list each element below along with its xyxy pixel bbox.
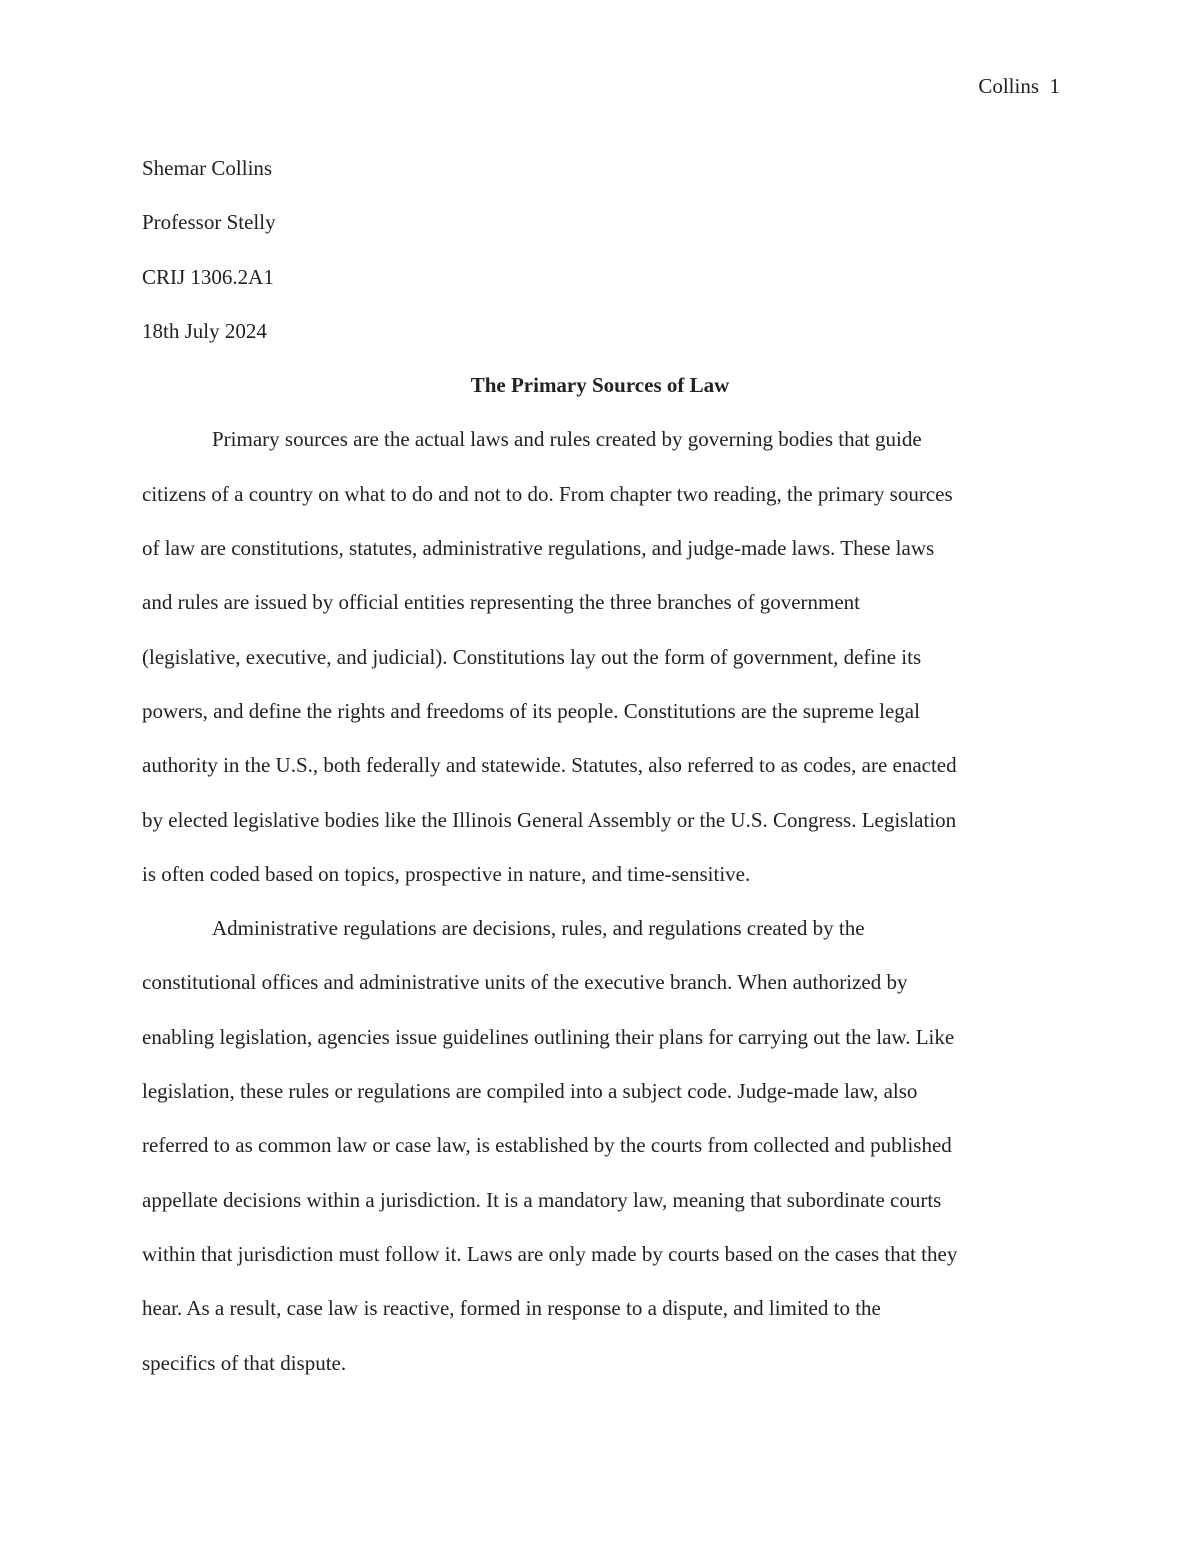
paragraph-line: referred to as common law or case law, is established by the courts from collected and published: [142, 1133, 952, 1158]
paragraph-line: and rules are issued by official entities representing the three branches of government: [142, 590, 861, 615]
paragraph-line: enabling legislation, agencies issue guidelines outlining their plans for carrying out the law. Like: [142, 1024, 955, 1049]
paragraph-line: citizens of a country on what to do and not to do. From chapter two reading, the primary sources: [142, 481, 953, 506]
paragraph-line: by elected legislative bodies like the Illinois General Assembly or the U.S. Congress. Legislation: [142, 807, 957, 832]
running-head: [978, 72, 1060, 100]
paragraph-line: Administrative regulations are decisions, rules, and regulations created by the: [212, 916, 865, 941]
body-paragraph-1: [142, 412, 1058, 901]
running-head-surname: Collins: [978, 74, 1039, 98]
paragraph-line: is often coded based on topics, prospective in nature, and time-sensitive.: [142, 861, 751, 886]
paragraph-line: within that jurisdiction must follow it. Laws are only made by courts based on the cases that they: [142, 1241, 958, 1266]
paragraph-line: legislation, these rules or regulations are compiled into a subject code. Judge-made law, also: [142, 1079, 918, 1104]
essay-title: The Primary Sources of Law: [470, 373, 730, 398]
page-number: 1: [1049, 74, 1060, 98]
paragraph-line: specifics of that dispute.: [142, 1350, 347, 1375]
paragraph-line: Primary sources are the actual laws and rules created by governing bodies that guide: [212, 427, 922, 452]
paragraph-line: hear. As a result, case law is reactive, formed in response to a dispute, and limited to the: [142, 1296, 881, 1321]
paragraph-line: constitutional offices and administrative units of the executive branch. When authorized by: [142, 970, 908, 995]
course-code: CRIJ 1306.2A1: [142, 264, 274, 289]
document-date: 18th July 2024: [142, 318, 267, 343]
paragraph-line: authority in the U.S., both federally and statewide. Statutes, also referred to as codes, are enacted: [142, 753, 957, 778]
paragraph-line: appellate decisions within a jurisdiction. It is a mandatory law, meaning that subordinate courts: [142, 1187, 942, 1212]
paragraph-line: (legislative, executive, and judicial). Constitutions lay out the form of government, define its: [142, 644, 922, 669]
body-paragraph-2: [142, 901, 1058, 1390]
document-body: [142, 141, 1058, 1390]
paragraph-line: powers, and define the rights and freedoms of its people. Constitutions are the supreme legal: [142, 698, 920, 723]
student-name: Shemar Collins: [142, 156, 273, 180]
paragraph-line: of law are constitutions, statutes, administrative regulations, and judge-made laws. These laws: [142, 536, 935, 561]
instructor-name: Professor Stelly: [142, 210, 276, 235]
